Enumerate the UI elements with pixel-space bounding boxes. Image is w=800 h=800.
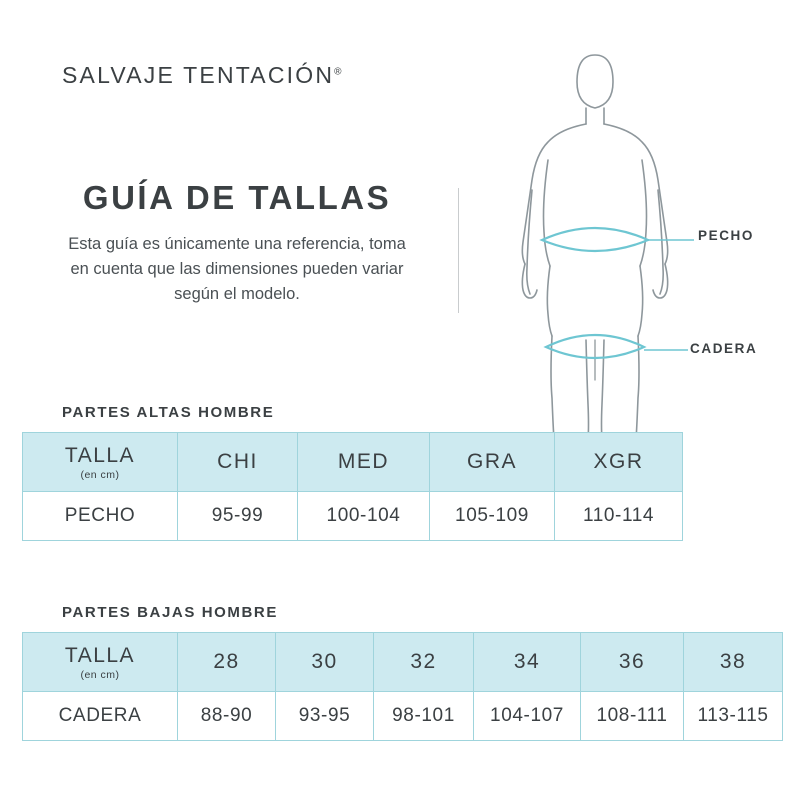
lower-header-38: 38 bbox=[684, 633, 783, 692]
upper-talla-title: TALLA bbox=[64, 443, 136, 467]
lower-header-28: 28 bbox=[178, 633, 276, 692]
lower-header-36: 36 bbox=[581, 633, 684, 692]
upper-header-gra: GRA bbox=[430, 433, 555, 492]
upper-measure-label: PECHO bbox=[23, 492, 178, 541]
lower-size-table bbox=[22, 632, 783, 741]
male-body-illustration bbox=[470, 40, 720, 440]
registered-mark: ® bbox=[334, 66, 342, 78]
lower-value-36: 108-111 bbox=[581, 692, 684, 741]
chest-callout-label: PECHO bbox=[698, 228, 755, 243]
upper-section-heading: PARTES ALTAS HOMBRE bbox=[62, 404, 275, 421]
upper-value-gra: 105-109 bbox=[430, 492, 555, 541]
hip-callout-label: CADERA bbox=[690, 341, 758, 356]
upper-value-chi: 95-99 bbox=[178, 492, 298, 541]
lower-value-28: 88-90 bbox=[178, 692, 276, 741]
lower-section-heading: PARTES BAJAS HOMBRE bbox=[62, 604, 278, 621]
brand-name: SALVAJE TENTACIÓN bbox=[62, 62, 335, 88]
table-row bbox=[23, 492, 683, 541]
lower-talla-label bbox=[23, 633, 178, 692]
lower-value-34: 104-107 bbox=[474, 692, 581, 741]
table-row bbox=[23, 633, 783, 692]
upper-value-xgr: 110-114 bbox=[555, 492, 683, 541]
upper-header-chi: CHI bbox=[178, 433, 298, 492]
upper-header-xgr: XGR bbox=[555, 433, 683, 492]
upper-size-table bbox=[22, 432, 683, 541]
upper-value-med: 100-104 bbox=[298, 492, 430, 541]
lower-value-30: 93-95 bbox=[276, 692, 374, 741]
body-figure bbox=[470, 40, 720, 440]
brand-title bbox=[62, 62, 342, 89]
lower-header-34: 34 bbox=[474, 633, 581, 692]
table-row bbox=[23, 692, 783, 741]
title-block bbox=[62, 180, 412, 307]
lower-talla-unit: (en cm) bbox=[80, 668, 120, 681]
lower-value-38: 113-115 bbox=[684, 692, 783, 741]
vertical-divider bbox=[458, 188, 459, 313]
lower-value-32: 98-101 bbox=[374, 692, 474, 741]
lower-header-32: 32 bbox=[374, 633, 474, 692]
lower-measure-label: CADERA bbox=[23, 692, 178, 741]
upper-talla-label bbox=[23, 433, 178, 492]
page-subtitle: Esta guía es únicamente una referencia, toma en cuenta que las dimensiones pueden variar según el modelo. bbox=[68, 235, 406, 303]
page-title: GUÍA DE TALLAS bbox=[82, 179, 392, 216]
upper-talla-unit: (en cm) bbox=[80, 468, 120, 481]
lower-talla-title: TALLA bbox=[64, 643, 136, 667]
lower-header-30: 30 bbox=[276, 633, 374, 692]
upper-header-med: MED bbox=[298, 433, 430, 492]
table-row bbox=[23, 433, 683, 492]
